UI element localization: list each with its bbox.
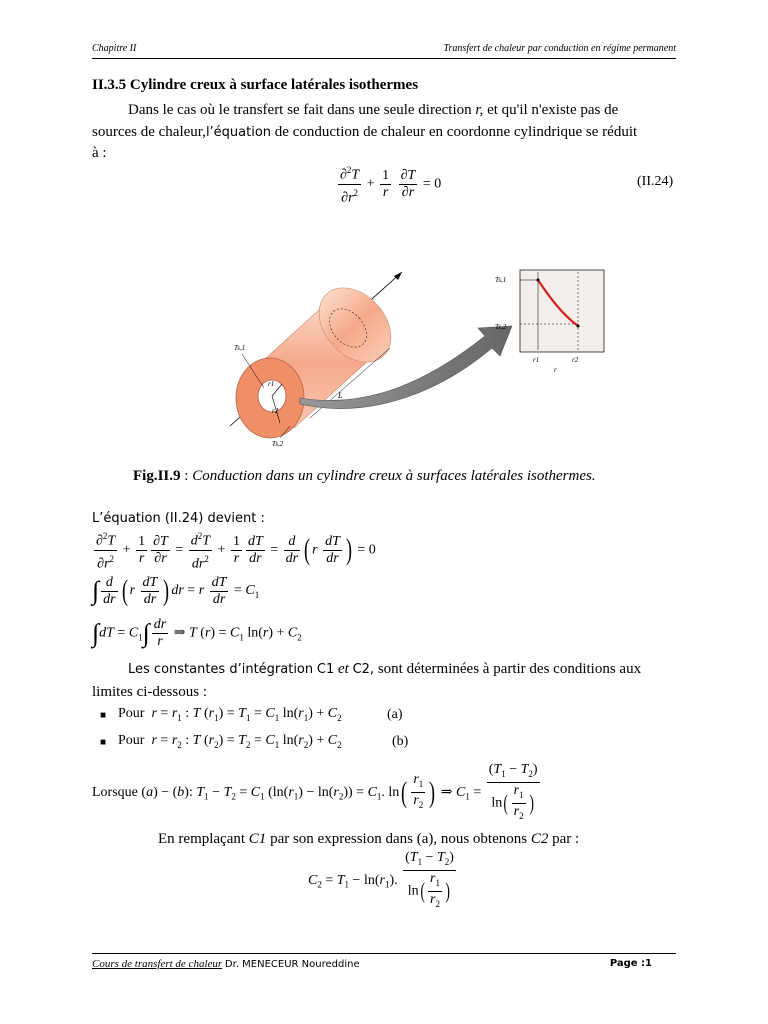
label-r1: r1: [268, 380, 275, 388]
axis-arrowhead: [394, 272, 402, 280]
paragraph-text: En remplaçant: [158, 831, 246, 847]
paragraph-text: par son expression dans (a), nous obtenons: [270, 831, 528, 847]
caption-label: Fig.II.9: [133, 468, 181, 484]
plot-label-r2: r2: [572, 356, 579, 364]
footer-course: Cours de transfert de chaleur: [92, 958, 223, 970]
paragraph-text: Les constantes d’intégration: [128, 662, 314, 677]
pour-label: Pour: [118, 733, 145, 748]
paragraph-line-3: à :: [92, 145, 107, 161]
figure-hollow-cylinder: [220, 258, 620, 453]
const-c1: C1: [316, 662, 335, 677]
running-header-title: Transfert de chaleur par conduction en régime permanent: [443, 43, 676, 54]
equation-lorsque: Lorsque (a) − (b): $T_1 - T_2 = C_1$ $(\ln(r_1) - \ln(r_2)) = C_1$. ln( $\frac{r_1}{r_2}$ ) ⇒ $C_1$ = $(T_1 - T_2)$ ln( $\frac{r_1}{r_2}$ ): [92, 762, 538, 821]
paragraph-text: et: [338, 661, 349, 677]
paragraph-text: sont déterminées à partir des conditions aux: [377, 661, 642, 677]
const-c2: C2,: [352, 662, 375, 677]
paragraph-line-2: [92, 124, 637, 141]
lorsque-label: Lorsque: [92, 784, 138, 800]
limites-line: limites ci-dessous :: [92, 684, 207, 700]
devient-line: L’équation (II.24) devient :: [92, 511, 265, 526]
remplacant-line: [158, 831, 579, 848]
footer-page-number: Page :1: [609, 958, 652, 969]
constantes-line: [128, 661, 641, 678]
plot-label-r1: r1: [533, 356, 540, 364]
condition-b-tag: (b): [392, 734, 409, 749]
bullet-icon: ■: [100, 710, 107, 721]
paragraph-text: de conduction de chaleur en coordonne cylindrique se réduit: [274, 124, 638, 140]
var-r: r,: [475, 102, 484, 118]
plot-label-ts2: Ts,2: [495, 323, 507, 331]
label-L: L: [338, 391, 343, 400]
equation-derivation-2: ∫ $\frac{d}{dr}$ ( r $\frac{dT}{dr}$ ) dr = r $\frac{dT}{dr}$ = $C_1$: [92, 574, 260, 607]
condition-a-tag: (a): [387, 707, 403, 722]
plot-axis-r: r: [554, 366, 557, 374]
caption-text: Conduction dans un cylindre creux à surfaces latérales isothermes.: [192, 468, 596, 484]
paragraph-text: sources de chaleur,: [92, 124, 206, 140]
footer-rule: [92, 953, 676, 954]
label-ts2: Ts,2: [272, 440, 284, 448]
var-c2: C2: [530, 831, 549, 847]
var-c1: C1: [248, 831, 267, 847]
footer-left: [92, 958, 360, 970]
footer-author: Dr. MENECEUR Noureddine: [224, 959, 360, 970]
running-header-chapter: Chapitre II: [92, 43, 137, 54]
bullet-icon: ■: [100, 737, 107, 748]
paragraph-text: Dans le cas où le transfert se fait dans une seule direction: [128, 102, 472, 118]
condition-b: Pour $r = r_2$ : T $(r_2) = T_2 = C_1$ $\ln(r_2) + C_2$: [118, 733, 342, 750]
pour-label: Pour: [118, 706, 145, 721]
condition-a: Pour $r = r_1$ : T $(r_1) = T_1 = C_1$ $\ln(r_1) + C_2$: [118, 706, 342, 723]
paragraph-line-1: [128, 102, 618, 119]
equation-derivation-3: $\int dT = C_1\int$ $\frac{dr}{r}$ ⇒ T $(r) = C_1$ $\ln(r) + C_2$: [92, 617, 302, 649]
equation-number: (II.24): [637, 174, 674, 189]
caption-separator: :: [180, 468, 193, 484]
header-rule: [92, 58, 676, 59]
plot-label-ts1: Ts,1: [495, 276, 507, 284]
paragraph-text: et qu'il n'existe pas de: [487, 102, 619, 118]
label-ts1: Ts,1: [234, 344, 246, 352]
paragraph-text: l’équation: [205, 125, 272, 140]
section-title: II.3.5 Cylindre creux à surface latérales isothermes: [92, 77, 419, 93]
equation-c2: $C_2 = T_1 - \ln(r_1)$. $(T_1 - T_2)$ ln( $\frac{r_1}{r_2}$ ): [308, 850, 454, 909]
label-r2: r2: [272, 407, 279, 415]
equation-II-24: $\frac{\partial^2T}{\partial r^2}$ + $\frac{1}{r}$ $\frac{\partial T}{\partial r}$ = 0: [336, 162, 441, 206]
figure-caption: [133, 468, 596, 485]
paragraph-text: par :: [552, 831, 580, 847]
equation-derivation-1: $\frac{\partial^2T}{\partial r^2}$ + $\frac{1}{r}$ $\frac{\partial T}{\partial r}$ = $\frac{d^2T}{dr^2}$ + $\frac{1}{r}$ $\frac{dT}{dr}$ = $\frac{d}{dr}$ ( r $\frac{dT}{dr}$ ) = 0: [92, 528, 376, 572]
